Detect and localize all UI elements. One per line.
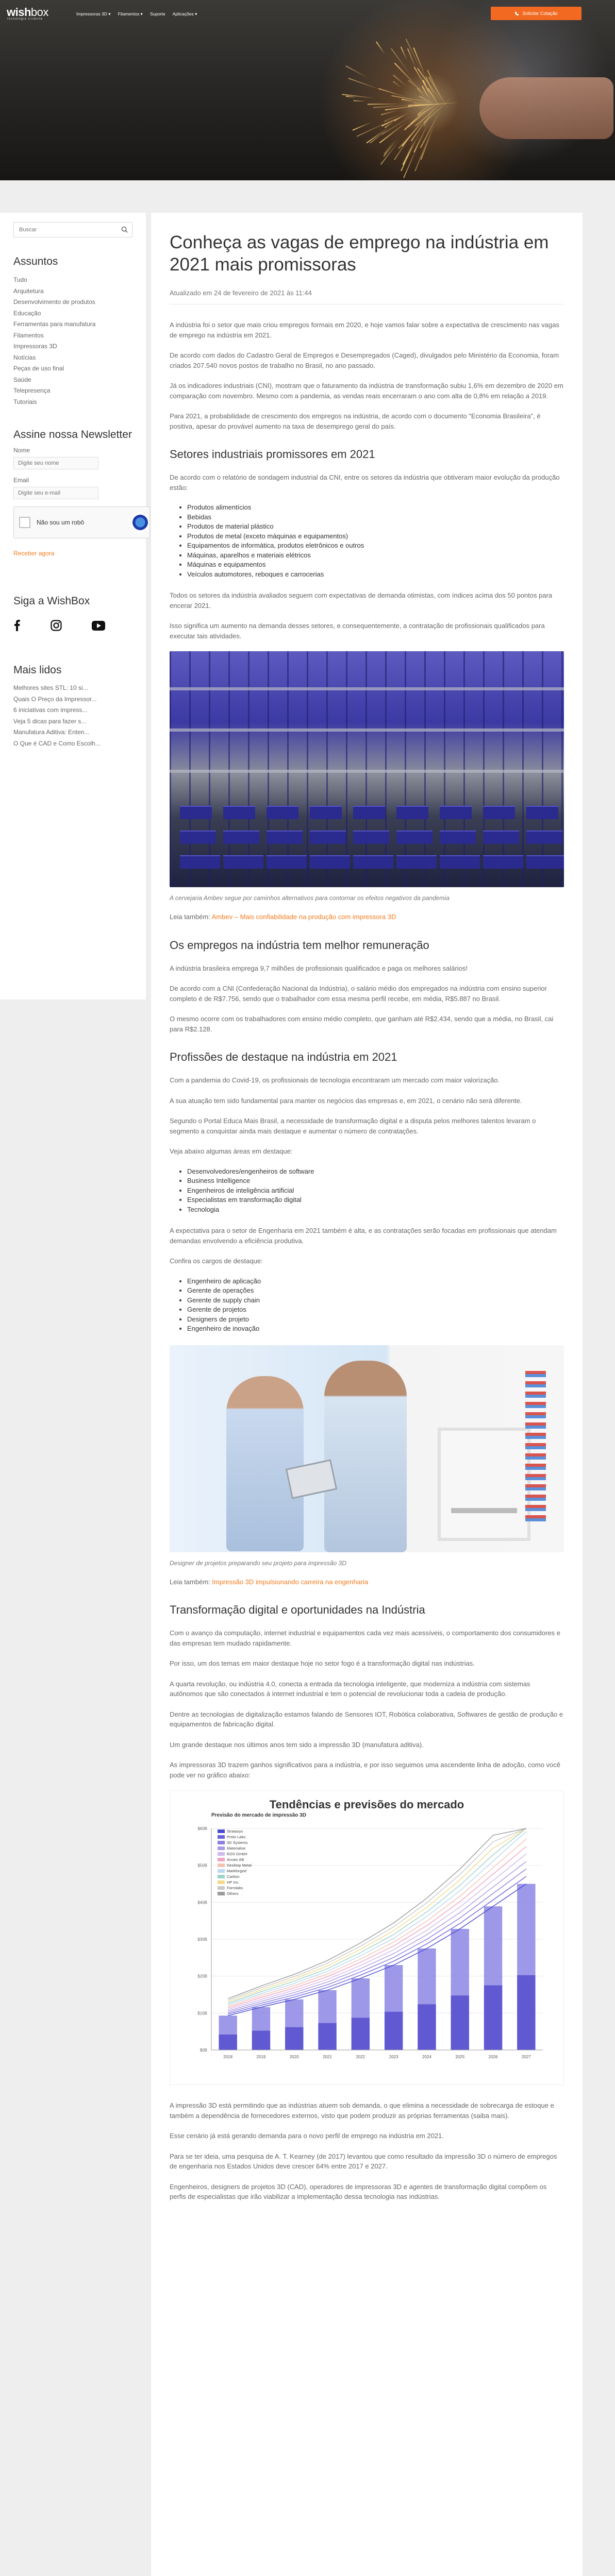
x-tick-label: 2026 xyxy=(488,2055,498,2059)
legend-swatch xyxy=(218,1829,225,1833)
name-label: Nome xyxy=(13,447,30,454)
list-item: • Engenheiros de inteligência artificial xyxy=(187,1186,564,1196)
topic-link[interactable]: Arquitetura xyxy=(13,287,44,295)
y-tick-label: $20B xyxy=(197,1974,207,1979)
topics-list xyxy=(13,275,132,408)
spark-streak xyxy=(421,121,436,160)
recaptcha-checkbox[interactable] xyxy=(19,517,30,528)
legend-swatch xyxy=(218,1835,225,1839)
crate-shape xyxy=(267,855,307,869)
crate-shape xyxy=(526,831,562,844)
spark-streak xyxy=(380,139,401,164)
crate-shape xyxy=(396,806,428,819)
section-heading: Transformação digital e oportunidades na Indústria xyxy=(170,1603,425,1616)
paragraph: De acordo com o relatório de sondagem industrial da CNI, entre os setores da indústria que obtiveram maior evolução da produção estão: xyxy=(170,473,560,492)
crate-shape xyxy=(526,855,564,869)
chart-series-line xyxy=(228,1828,526,2002)
read-also-prefix: Leia também: xyxy=(170,913,210,921)
crate-shape xyxy=(440,806,472,819)
list-item: • Bebidas xyxy=(187,513,564,522)
legend-label: Proto Labs xyxy=(227,1835,246,1839)
nav-item-filamentos[interactable]: Filamentos ▾ xyxy=(118,11,143,16)
paragraph: Com a pandemia do Covid-19, os profissionais de tecnologia encontraram um mercado com maior valorização. xyxy=(170,1076,500,1084)
chart-title: Tendências e previsões do mercado xyxy=(269,1798,464,1811)
logo-thin-text: box xyxy=(30,6,48,19)
most-read-item[interactable]: Quais O Preço da Impressor... xyxy=(13,695,97,703)
legend-swatch xyxy=(218,1875,225,1878)
crate-shape xyxy=(267,806,298,819)
x-tick-label: 2027 xyxy=(521,2055,531,2059)
spark-streak xyxy=(368,104,402,105)
legend-label: Materialise xyxy=(227,1846,246,1851)
topic-link[interactable]: Ferramentas para manufatura xyxy=(13,320,96,328)
sidebar xyxy=(0,213,146,999)
chart-series-line xyxy=(228,1876,526,2014)
list-item: • Tecnologia xyxy=(187,1205,564,1215)
paragraph: O mesmo ocorre com os trabalhadores com ensino médio completo, que ganham até R$2.434, sendo que a média, no Brasil, cai para R$2.128. xyxy=(170,1015,554,1033)
list-item: • Equipamentos de informática, produtos eletrônicos e outros xyxy=(187,541,564,551)
crate-shape xyxy=(223,831,259,844)
topic-link[interactable]: Saúde xyxy=(13,376,31,383)
read-also-prefix: Leia também: xyxy=(170,1578,210,1586)
y-tick-label: $40B xyxy=(197,1900,207,1905)
search-box xyxy=(13,222,132,238)
topics-title: Assuntos xyxy=(13,256,58,267)
most-read-item[interactable]: O Que é CAD e Como Escolh... xyxy=(13,739,101,747)
topic-link[interactable]: Tutoriais xyxy=(13,398,37,405)
most-read-item[interactable]: Melhores sites STL: 10 si... xyxy=(13,684,88,691)
person-figure xyxy=(226,1376,304,1551)
top-navbar xyxy=(0,0,615,29)
site-logo[interactable] xyxy=(7,6,48,21)
hero-hand-image xyxy=(479,77,613,139)
list-item: • Designers de projeto xyxy=(187,1315,564,1325)
chart-bar-segment xyxy=(517,1975,535,2050)
legend-label: Markforged xyxy=(227,1869,246,1873)
list-item: • Produtos de metal (exceto máquinas e equipamentos) xyxy=(187,532,564,541)
logo-tagline: Tecnologia Criativa xyxy=(7,18,43,21)
legend-label: 3D Systems xyxy=(227,1840,248,1845)
chart-bar-segment xyxy=(451,1995,469,2050)
chart-series-line xyxy=(228,1839,526,2006)
legend-label: Carbon xyxy=(227,1874,240,1879)
chart-series-line xyxy=(228,1828,526,2003)
paragraph: Segundo o Portal Educa Mais Brasil, a necessidade de transformação digital e a disputa pelos melhores talentos levaram o segmento a conquistar ainda mais destaque e aumentar o número de contratações. xyxy=(170,1117,536,1135)
paragraph: As impressoras 3D trazem ganhos significativos para a indústria, e por isso seguimos uma ascendente linha de adoção, como você pode ver no gráfico abaixo: xyxy=(170,1761,561,1779)
legend-swatch xyxy=(218,1858,225,1861)
social-title: Siga a WishBox xyxy=(13,595,90,607)
legend-label: Arcam AB xyxy=(227,1857,244,1862)
y-tick-label: $60B xyxy=(197,1826,207,1831)
read-also-link[interactable]: Ambev – Mais confiabilidade na produção com impressora 3D xyxy=(211,913,396,921)
chart-series-line xyxy=(228,1869,526,2012)
paragraph: Para 2021, a probabilidade de crescimento dos empregos na indústria, de acordo com o documento "Economia Brasileira", é positiva, apesar do provável aumento na taxa de desemprego geral do país. xyxy=(170,412,541,430)
spark-streak xyxy=(401,46,408,60)
paragraph: A quarta revolução, ou indústria 4.0, conecta a entrada da tecnologia inteligente, que moderniza a indústria com sistemas autônomos que são conectados à internet industrial e tem o potencial de revolucionar toda a cadeia de produção. xyxy=(170,1680,530,1698)
designers-photo xyxy=(170,1345,564,1552)
topic-link[interactable]: Desenvolvimento de produtos xyxy=(13,298,95,306)
legend-label: Formlabs xyxy=(227,1886,243,1890)
crate-shape xyxy=(353,855,393,869)
most-read-item[interactable]: Veja 5 dicas para fazer s... xyxy=(13,717,87,725)
most-read-item[interactable]: Manufatura Aditiva: Enten... xyxy=(13,728,90,736)
paragraph: A indústria foi o setor que mais criou empregos formais em 2020, e hoje vamos falar sobre a expectativa de crescimento nas vagas de emprego na indústria em 2021. xyxy=(170,321,559,339)
instagram-icon[interactable] xyxy=(51,620,62,631)
crate-shape xyxy=(310,855,350,869)
youtube-icon[interactable] xyxy=(92,621,105,631)
name-field[interactable] xyxy=(13,457,98,469)
paragraph: A indústria brasileira emprega 9,7 milhões de profissionais qualificados e paga os melhores salários! xyxy=(170,964,468,972)
topic-link[interactable]: Tudo xyxy=(13,276,27,283)
paragraph: Já os indicadores industriais (CNI), mostram que o faturamento da indústria de transformação subiu 1,6% em dezembro de 2020 em comparação com novembro. Mesmo com a pandemia, as vendas reais encerraram o ano com alta de 0,8% em relação a 2019. xyxy=(170,382,563,400)
crate-shape xyxy=(483,806,515,819)
read-also xyxy=(170,912,564,922)
email-label: Email xyxy=(13,477,29,484)
shelf-line xyxy=(170,687,564,690)
legend-label: HP Inc. xyxy=(227,1880,240,1885)
nav-item-aplicacoes[interactable]: Aplicações ▾ xyxy=(172,11,197,16)
list-item: • Produtos alimentícios xyxy=(187,503,564,513)
spark-streak xyxy=(383,138,398,157)
logo-bold-text: wish xyxy=(7,6,31,19)
spark-streak xyxy=(375,41,385,55)
paragraph: A impressão 3D está permitindo que as indústrias atuem sob demanda, o que elimina a necessidade de sobrecarga de estoque e também a dependência de fornecedores externos, visto que podem produzir as próprias ferramentas (saiba mais). xyxy=(170,2102,554,2120)
recaptcha-logo-icon xyxy=(131,512,149,533)
chart-series-line xyxy=(228,1832,526,2005)
list-item: • Desenvolvedores/engenheiros de software xyxy=(187,1167,564,1177)
quote-request-label: Solicitar Cotação xyxy=(522,11,558,16)
paragraph: De acordo com dados do Cadastro Geral de Empregos e Desempregados (Caged), divulgados pelo Ministério da Economia, foram criados 207.540 novos postos de trabalho no Brasil, no ano passado. xyxy=(170,351,559,369)
x-tick-label: 2021 xyxy=(323,2055,332,2059)
chart-series-line xyxy=(228,1828,526,1998)
chart-plot xyxy=(180,1818,553,2071)
spark-streak xyxy=(413,47,426,77)
legend-swatch xyxy=(218,1892,225,1895)
list-item: • Veículos automotores, reboques e carrocerias xyxy=(187,570,564,580)
crate-shape xyxy=(353,806,385,819)
section-heading: Profissões de destaque na indústria em 2021 xyxy=(170,1050,397,1063)
search-icon[interactable] xyxy=(121,226,128,233)
quote-request-button[interactable] xyxy=(491,7,581,20)
spark-streak xyxy=(380,109,399,115)
x-tick-label: 2022 xyxy=(356,2055,365,2059)
paragraph: Esse cenário já está gerando demanda para o novo perfil de emprego na indústria em 2021. xyxy=(170,2132,444,2140)
legend-swatch xyxy=(218,1880,225,1884)
jobs-list xyxy=(187,1277,564,1334)
legend-label: Others xyxy=(227,1891,239,1896)
list-item: • Business Intelligence xyxy=(187,1176,564,1186)
shelf-line xyxy=(170,770,564,773)
section-heading: Setores industriais promissores em 2021 xyxy=(170,448,375,461)
facebook-icon[interactable] xyxy=(13,620,21,631)
dna-model-image xyxy=(525,1371,546,1526)
shelf-line xyxy=(170,728,564,732)
paragraph: Dentre as tecnologias de digitalização estamos falando de Sensores IOT, Robótica colaborativa, Softwares de gestão de produção e equipamentos de fabricação digital. xyxy=(170,1710,563,1728)
social-links xyxy=(13,620,132,631)
y-tick-label: $50B xyxy=(197,1863,207,1868)
hero-banner xyxy=(0,0,615,180)
paragraph: Isso significa um aumento na demanda desses setores, e consequentemente, a contratação de profissionais qualificados para executar tais atividades. xyxy=(170,622,545,640)
chart-bar-segment xyxy=(252,2031,270,2050)
x-tick-label: 2025 xyxy=(455,2055,465,2059)
crate-shape xyxy=(440,831,476,844)
most-read-list xyxy=(13,683,132,749)
read-also-link[interactable]: Impressão 3D impulsionando carreira na engenharia xyxy=(212,1578,369,1586)
image-caption: A cervejaria Ambev segue por caminhos alternativos para contornar os efeitos negativos da pandemia xyxy=(170,894,450,902)
legend-swatch xyxy=(218,1869,225,1873)
newsletter-title: Assine nossa Newsletter xyxy=(13,429,132,440)
paragraph: Com o avanço da computação, internet industrial e equipamentos cada vez mais acessíveis, o comportamento dos consumidores e das empresas tem mudado rapidamente. xyxy=(170,1629,561,1647)
nav-item-suporte[interactable]: Suporte xyxy=(149,11,165,16)
email-field[interactable] xyxy=(13,487,98,499)
sector-list xyxy=(187,503,564,579)
legend-swatch xyxy=(218,1852,225,1856)
topic-link[interactable]: Educação xyxy=(13,309,41,317)
y-tick-label: $30B xyxy=(197,1937,207,1942)
chart-bar-segment xyxy=(285,2027,303,2050)
paragraph: A sua atuação tem sido fundamental para manter os negócios das empresas e, em 2021, o cenário não será diferente. xyxy=(170,1096,522,1105)
paragraph: A expectativa para o setor de Engenharia em 2021 também é alta, e as contratações serão focadas em profissionais que atendam demandas envolvendo a eficiência produtiva. xyxy=(170,1227,557,1245)
x-tick-label: 2018 xyxy=(223,2055,233,2059)
nav-item-impressoras[interactable]: Impressoras 3D ▾ xyxy=(76,11,111,16)
article xyxy=(151,213,583,2576)
chart-bar-segment xyxy=(318,2023,336,2050)
topic-link[interactable]: Filamentos xyxy=(13,331,44,339)
topic-link[interactable]: Notícias xyxy=(13,353,36,361)
person-figure xyxy=(324,1361,407,1552)
x-tick-label: 2023 xyxy=(389,2055,398,2059)
article-title: Conheça as vagas de emprego na indústria em 2021 mais promissoras xyxy=(170,232,549,275)
chart-bar-segment xyxy=(484,1986,502,2050)
search-input[interactable] xyxy=(14,223,117,237)
chart-bar-segment xyxy=(352,2018,370,2050)
crate-shape xyxy=(526,806,558,819)
x-tick-label: 2019 xyxy=(256,2055,266,2059)
chart-bar-segment xyxy=(219,2035,237,2050)
paragraph: Confira os cargos de destaque: xyxy=(170,1257,263,1265)
legend-swatch xyxy=(218,1841,225,1844)
list-item: • Gerente de operações xyxy=(187,1286,564,1296)
chart-bar-segment xyxy=(385,2012,403,2050)
legend-swatch xyxy=(218,1846,225,1850)
list-item: • Engenheiro de aplicação xyxy=(187,1277,564,1286)
phone-icon xyxy=(514,11,519,16)
crate-shape xyxy=(353,831,389,844)
legend-label: EOS GmbH xyxy=(227,1852,247,1856)
spark-streak xyxy=(353,100,367,102)
brewery-photo xyxy=(170,651,564,887)
legend-label: Desktop Metal xyxy=(227,1863,252,1868)
crate-shape xyxy=(267,831,303,844)
list-item: • Máquinas e equipamentos xyxy=(187,560,564,570)
list-item: • Engenheiro de inovação xyxy=(187,1324,564,1334)
image-caption: Designer de projetos preparando seu projeto para impressão 3D xyxy=(170,1559,346,1567)
paragraph: Todos os setores da indústria avaliados seguem com expectativas de demanda otimistas, com índices acima dos 50 pontos para encerar 2021. xyxy=(170,591,553,609)
spark-streak xyxy=(345,66,369,79)
legend-swatch xyxy=(218,1886,225,1890)
paragraph: Para se ter ideia, uma pesquisa de A. T. Kearney (de 2017) levantou que como resultado da impressão 3D o número de empregos de engenharia nos Estados Unidos deve crescer 64% entre 2017 e 2027. xyxy=(170,2152,557,2170)
chart-bar-segment xyxy=(418,2004,436,2050)
list-item: • Especialistas em transformação digital xyxy=(187,1195,564,1205)
spark-streak xyxy=(370,128,389,143)
recaptcha-label: Não sou um robô xyxy=(37,519,85,526)
crate-shape xyxy=(396,831,433,844)
list-item: • Gerente de projetos xyxy=(187,1305,564,1315)
legend-swatch xyxy=(218,1863,225,1867)
article-updated-date: Atualizado em 24 de fevereiro de 2021 às 11:44 xyxy=(170,289,312,297)
crate-shape xyxy=(440,855,480,869)
crate-shape xyxy=(310,806,342,819)
crate-shape xyxy=(310,831,346,844)
list-item: • Máquinas, aparelhos e materiais elétricos xyxy=(187,551,564,561)
nav-menu xyxy=(76,11,197,17)
topic-link[interactable]: Peças de uso final xyxy=(13,365,64,372)
section-heading: Os empregos na indústria tem melhor remuneração xyxy=(170,938,429,952)
list-item: • Produtos de material plástico xyxy=(187,522,564,532)
topic-link[interactable]: Impressoras 3D xyxy=(13,343,57,350)
crate-shape xyxy=(180,806,212,819)
paragraph: De acordo com a CNI (Confederação Nacional da Indústria), o salário médio dos empregados na indústria com ensino superior completo é de R$7.756, sendo que o trabalhador com essa mesma perfil recebe, em média, R$5.887 no Brasil. xyxy=(170,985,547,1003)
crate-shape xyxy=(396,855,437,869)
read-also xyxy=(170,1577,564,1587)
most-read-item[interactable]: 6 iniciativas com impress... xyxy=(13,706,88,714)
areas-list xyxy=(187,1167,564,1215)
recaptcha-widget xyxy=(13,506,150,538)
crate-shape xyxy=(483,831,519,844)
list-item: • Gerente de supply chain xyxy=(187,1296,564,1306)
legend-label: Stratasys xyxy=(227,1829,243,1834)
paragraph: Por isso, um dos temas em maior destaque hoje no setor fogo é a transformação digital nas indústrias. xyxy=(170,1659,475,1667)
paragraph: Um grande destaque nos últimos anos tem sido a impressão 3D (manufatura aditiva). xyxy=(170,1740,424,1749)
crate-shape xyxy=(483,855,523,869)
topic-link[interactable]: Telepresença xyxy=(13,387,51,394)
crate-shape xyxy=(223,806,255,819)
spark-streak xyxy=(348,78,381,90)
market-forecast-chart xyxy=(170,1790,564,2085)
paragraph: Engenheiros, designers de projetos 3D (CAD), operadores de impressoras 3D e agentes de transformação digital compõem os perfis de especialistas que irão viabilizar a implementação dessa tecnologia nas indústrias. xyxy=(170,2182,547,2200)
most-read-title: Mais lidos xyxy=(13,664,62,676)
crate-shape xyxy=(180,831,216,844)
paragraph: Veja abaixo algumas áreas em destaque: xyxy=(170,1147,293,1155)
crate-shape xyxy=(223,855,263,869)
newsletter-submit-link[interactable]: Receber agora xyxy=(13,550,55,557)
x-tick-label: 2024 xyxy=(422,2055,431,2059)
chart-subtitle: Previsão do mercado de impressão 3D xyxy=(211,1812,306,1818)
y-tick-label: $0B xyxy=(200,2048,207,2053)
x-tick-label: 2020 xyxy=(289,2055,299,2059)
y-tick-label: $10B xyxy=(197,2011,207,2016)
3d-printer-image xyxy=(438,1428,530,1541)
crate-shape xyxy=(180,855,220,869)
